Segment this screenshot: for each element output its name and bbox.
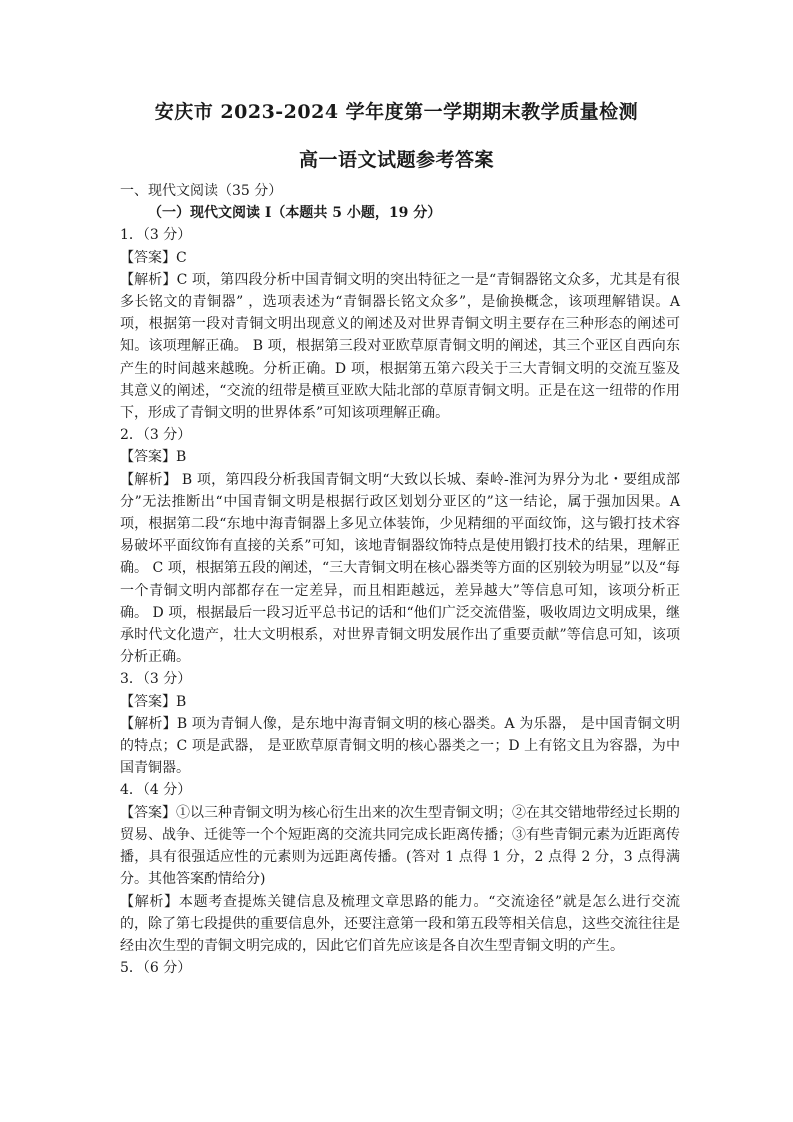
q3-answer: 【答案】B <box>120 693 187 710</box>
document-subtitle: 高一语文试题参考答案 <box>298 149 494 171</box>
answer-content <box>120 180 680 979</box>
document-title: 安庆市 2023-2024 学年度第一学期期末教学质量检测 <box>154 101 639 123</box>
q5-heading: 5．（6 分） <box>120 960 192 977</box>
q1-answer: 【答案】C <box>120 249 187 266</box>
q2-analysis: 【解析】 B 项，第四段分析我国青铜文明“大致以长城、秦岭-淮河为界分为北・要组成部分”无法推断出“中国青铜文明是根据行政区划划分亚区的”这一结论，属于强加因果。A 项，根据第二段“东地中海青铜器上多见立体装饰，少见精细的平面纹饰，这与锻打技术容易破坏平面纹饰有直接的关系”可知，该地青铜器纹饰特点是使用锻打技术的结果，理解正确。 C 项，根据第五段的阐述，“三大青铜文明在核心器类等方面的区别较为明显”以及“每一个青铜文明内部都存在一定差异，而且相距越远，差异越大”等信息可知，该项分析正确。 D 项，根据最后一段习近平总书记的话和“他们广泛交流借鉴，吸收周边文明成果，继承时代文化遗产，壮大文明根系，对世界青铜文明发展作出了重要贡献”等信息可知，该项分析正确。 <box>120 471 680 666</box>
q1-heading: 1．（3 分） <box>120 227 192 244</box>
q2-heading: 2．（3 分） <box>120 427 192 444</box>
q2-answer: 【答案】B <box>120 449 187 466</box>
q3-analysis: 【解析】B 项为青铜人像，是东地中海青铜文明的核心器类。A 为乐器， 是中国青铜文明的特点；C 项是武器， 是亚欧草原青铜文明的核心器类之一；D 上有铭文且为容器，为中国青铜器。 <box>120 715 680 777</box>
q4-analysis: 【解析】本题考查提炼关键信息及梳理文章思路的能力。“交流途径”就是怎么进行交流的，除了第七段提供的重要信息外，还要注意第一段和第五段等相关信息，这些交流往往是经由次生型的青铜文明完成的，因此它们首先应该是各自次生型青铜文明的产生。 <box>120 893 680 954</box>
q3-heading: 3．（3 分） <box>120 671 192 688</box>
q4-answer: 【答案】①以三种青铜文明为核心衍生出来的次生型青铜文明；②在其交错地带经过长期的贸易、战争、迁徙等一个个短距离的交流共同完成长距离传播；③有些青铜元素为近距离传播，具有很强适应性的元素则为远距离传播。(答对 1 点得 1 分，2 点得 2 分，3 点得满分。其他答案酌情给分) <box>120 804 680 888</box>
subsection-heading: （一）现代文阅读 I（本题共 5 小题，19 分） <box>148 205 442 222</box>
section-heading: 一、现代文阅读（35 分） <box>120 183 283 199</box>
q4-heading: 4．（4 分） <box>120 782 192 799</box>
q1-analysis: 【解析】C 项，第四段分析中国青铜文明的突出特征之一是“青铜器铭文众多，尤其是有很多长铭文的青铜器” ，选项表述为“青铜器长铭文众多”，是偷换概念，该项理解错误。A 项，根据第一段对青铜文明出现意义的阐述及对世界青铜文明主要存在三种形态的阐述可知。该项理解正确。 B 项，根据第三段对亚欧草原青铜文明的阐述，其三个亚区自西向东产生的时间越来越晚。分析正确。D 项，根据第五第六段关于三大青铜文明的交流互鉴及其意义的阐述，“交流的纽带是横亘亚欧大陆北部的草原青铜文明。正是在这一纽带的作用下，形成了青铜文明的世界体系”可知该项理解正确。 <box>120 271 680 422</box>
